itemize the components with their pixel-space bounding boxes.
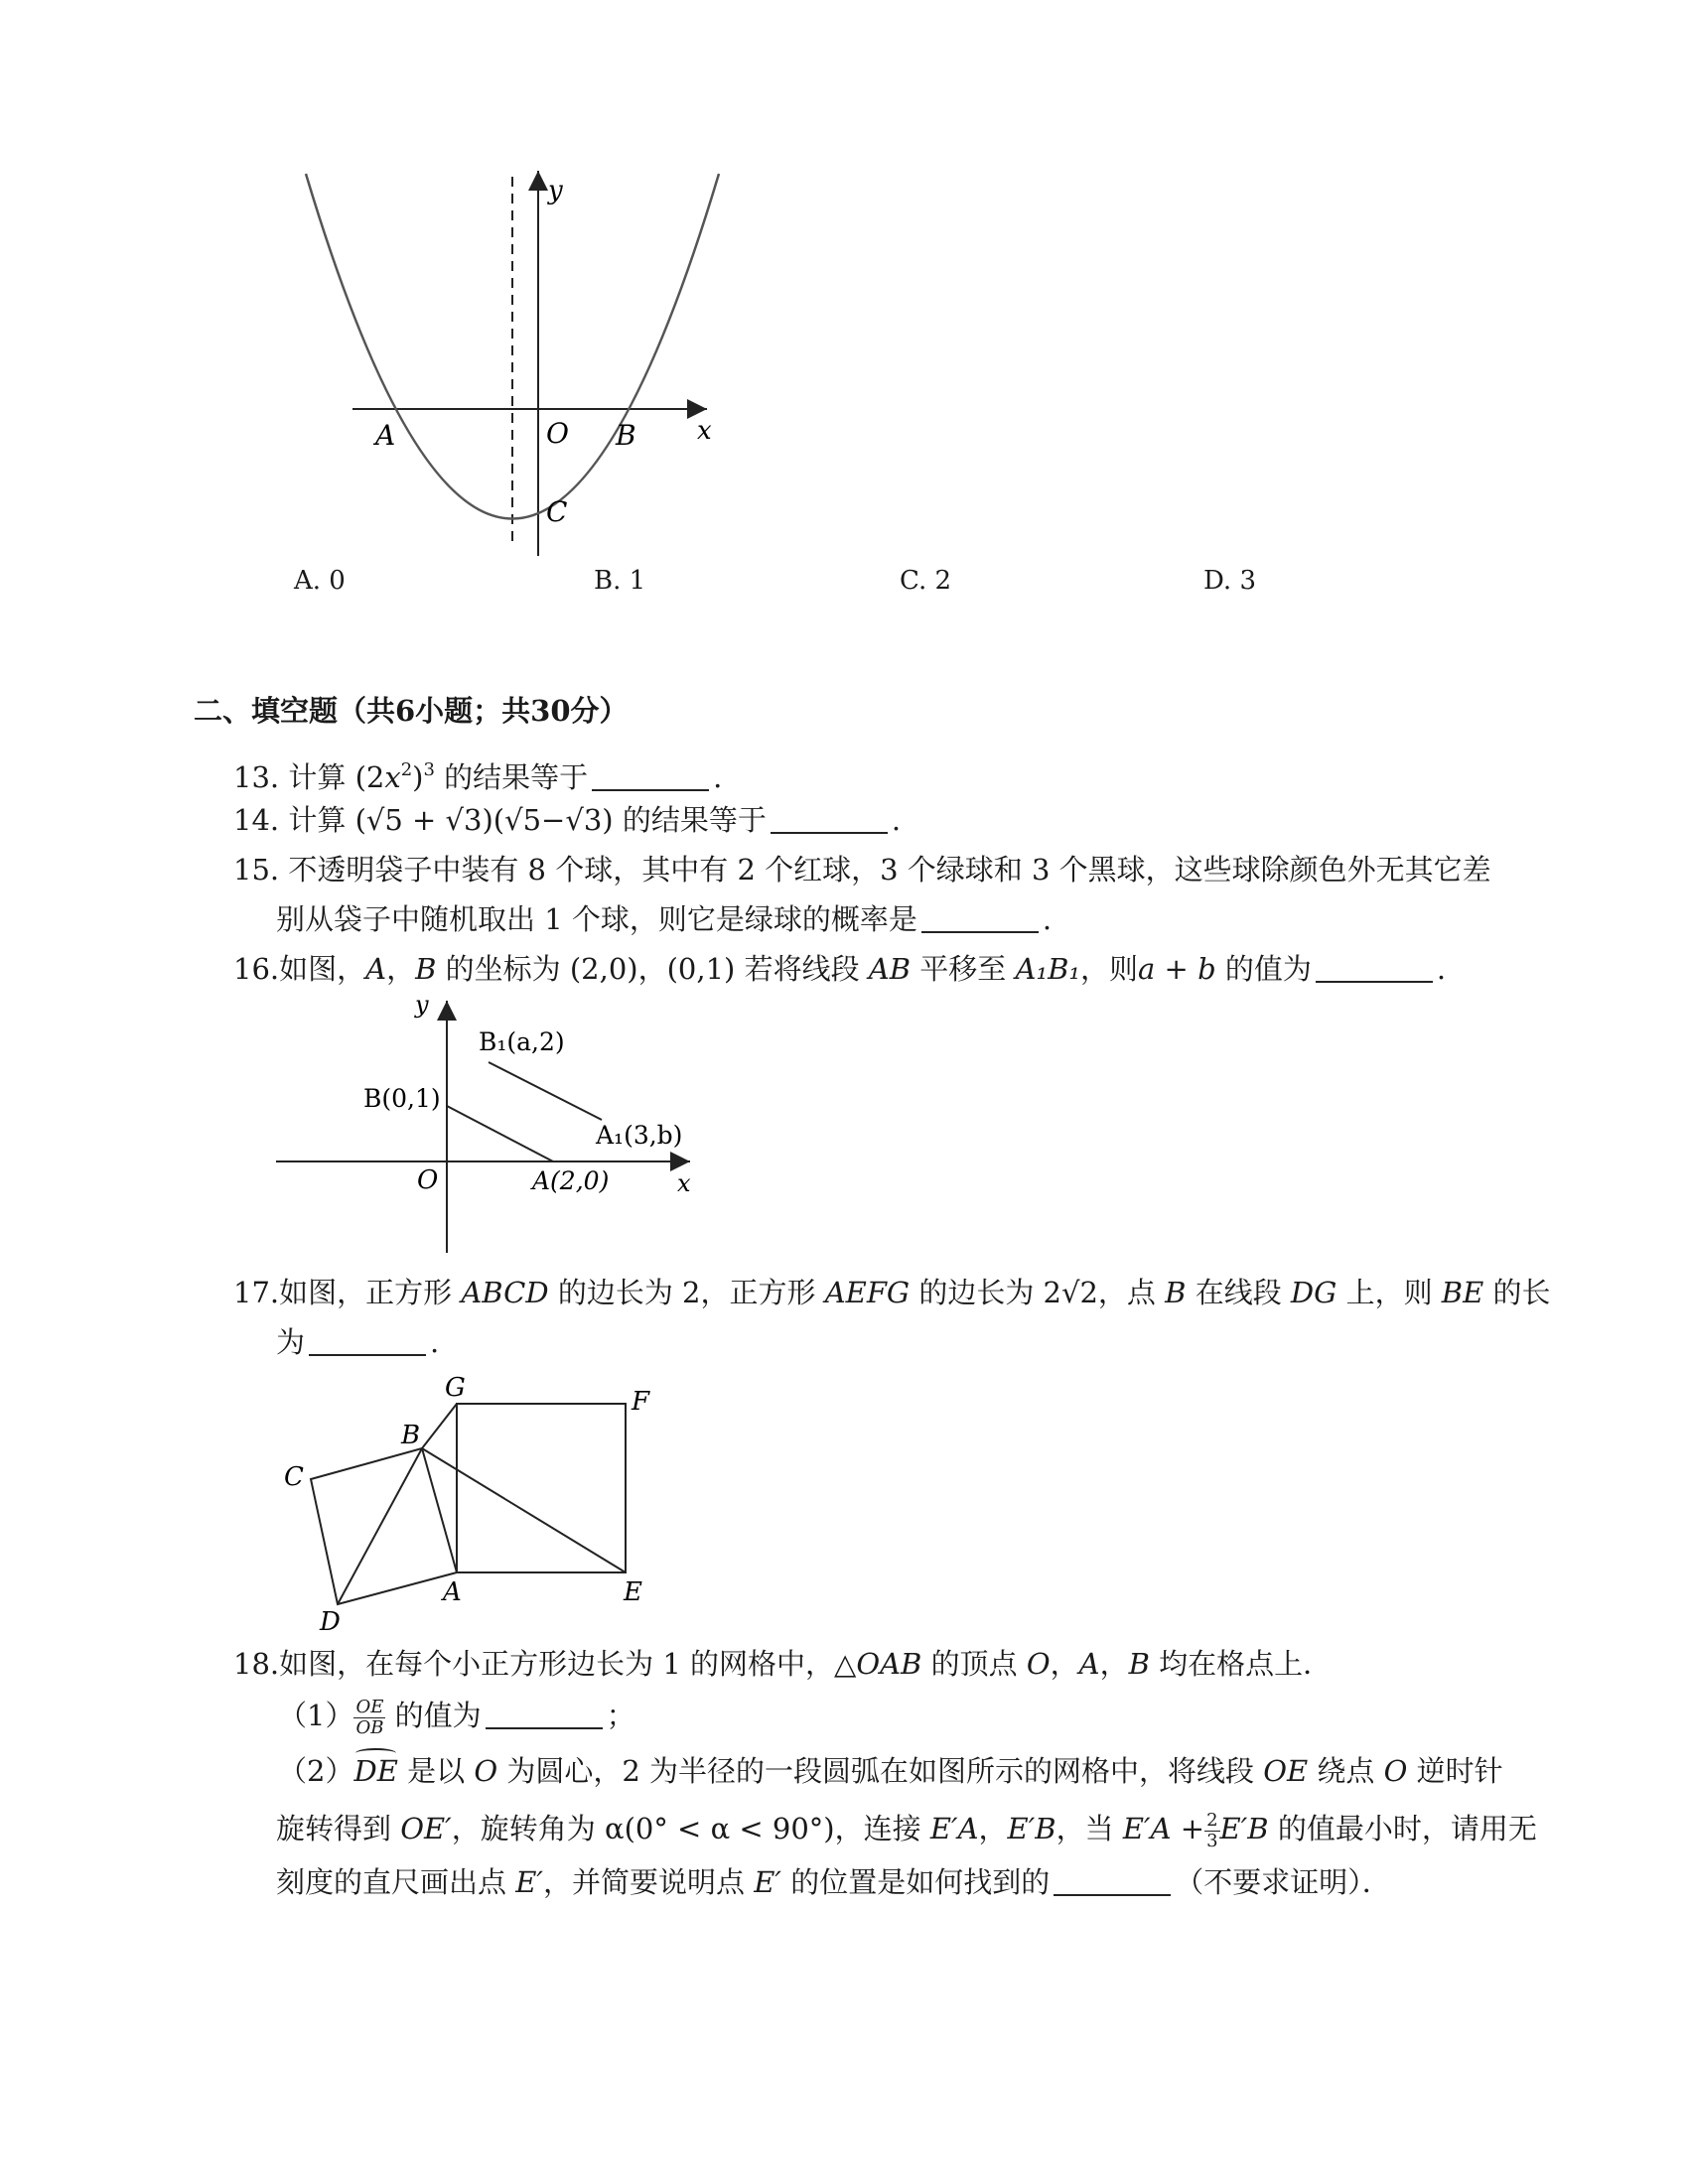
fraction-two-thirds: $\frac{2}{3}$ (1206, 1809, 1218, 1851)
label-B: B (401, 1421, 421, 1450)
q14-pre: 计算 (288, 803, 347, 837)
question-18-part2-line3: 刻度的直尺画出点 E′，并简要说明点 E′ 的位置是如何找到的 （不要求证明）． (276, 1865, 1391, 1899)
label-O: O (546, 417, 569, 450)
q14-number: 14. (233, 803, 280, 837)
label-A: A(2,0) (532, 1166, 610, 1195)
q17-number: 17. (233, 1276, 280, 1309)
square-ABCD (311, 1448, 457, 1604)
fraction-oe-ob: $\frac{OE}{OB}$ (355, 1696, 384, 1738)
question-18: 18.如图，在每个小正方形边长为 1 的网格中，△OAB 的顶点 O，A，B 均在格点上． (233, 1647, 1333, 1681)
label-D: D (320, 1607, 341, 1637)
q16-number: 16. (233, 952, 280, 986)
option-b: B. 1 (594, 566, 646, 596)
translation-figure (268, 993, 715, 1271)
label-B1: B₁(a,2) (479, 1027, 565, 1056)
label-B: B(0,1) (363, 1084, 441, 1113)
q18-part2-answer-blank (1054, 1864, 1171, 1896)
label-x: x (697, 416, 712, 446)
label-A: A (443, 1577, 462, 1607)
q14-answer-blank (771, 802, 888, 834)
q13-pre: 计算 (288, 760, 347, 794)
segment-A1B1 (489, 1062, 602, 1120)
q13-post: 的结果等于 (444, 760, 589, 794)
label-E: E (624, 1577, 642, 1607)
option-a: A. 0 (294, 566, 346, 596)
question-14: 14. 计算 (√5 + √3)(√5−√3) 的结果等于 . (233, 803, 902, 837)
q15-answer-blank (921, 901, 1039, 933)
label-O: O (417, 1165, 439, 1195)
squares-figure (278, 1362, 675, 1640)
question-17-line2: 为 . (276, 1325, 440, 1359)
option-d: D. 3 (1203, 566, 1256, 596)
label-x: x (677, 1169, 691, 1197)
question-18-part2-line1: （2）DE 是以 O 为圆心，2 为半径的一段圆弧在如图所示的网格中，将线段 OE 绕点 O 逆时针 (278, 1751, 1503, 1791)
label-C: C (546, 495, 568, 528)
option-c: C. 2 (900, 566, 952, 596)
question-15-line2: 别从袋子中随机取出 1 个球，则它是绿球的概率是 . (276, 902, 1053, 936)
square-AEFG (457, 1404, 626, 1572)
question-13: 13. 计算 $(2x^2)^3$ 的结果等于 . (233, 759, 723, 794)
question-15 (233, 850, 1491, 889)
parabola-figure (278, 149, 735, 566)
q18-part1-answer-blank (486, 1698, 603, 1729)
q16-answer-blank (1316, 951, 1433, 983)
q15-number: 15. (233, 853, 280, 887)
q14-expr: (√5 + √3)(√5−√3) (354, 803, 614, 837)
label-A: A (375, 419, 396, 452)
q13-expr: $(2x^2)^3$ (354, 759, 435, 794)
q13-answer-blank (592, 759, 709, 791)
segment-AB (447, 1106, 553, 1161)
label-F: F (632, 1387, 650, 1417)
question-18-part2-line2: 旋转得到 OE′，旋转角为 α(0° < α < 90°)，连接 E′A，E′B，当 E′A + $\frac{2}{3}$ E′B 的值最小时，请用无 (276, 1809, 1537, 1851)
question-17: 17.如图，正方形 ABCD 的边长为 2，正方形 AEFG 的边长为 2√2，点 B 在线段 DG 上，则 BE 的长 (233, 1276, 1551, 1309)
q14-post: 的结果等于 (622, 803, 767, 837)
q13-number: 13. (233, 760, 280, 794)
arc-DE: DE (353, 1751, 397, 1791)
question-18-part1: （1） $\frac{OE}{OB}$ 的值为 ； (278, 1696, 635, 1738)
section-title: 二、填空题（共6小题；共30分） (194, 694, 629, 728)
label-B: B (616, 419, 636, 452)
label-y: y (415, 993, 429, 1019)
q15-line1: 不透明袋子中装有 8 个球，其中有 2 个红球，3 个绿球和 3 个黑球，这些球除颜色外无其它差 (288, 853, 1491, 887)
segment-BG (422, 1404, 457, 1448)
label-A1: A₁(3,b) (596, 1121, 683, 1150)
label-G: G (445, 1373, 466, 1403)
segment-BD (338, 1448, 422, 1604)
q17-answer-blank (309, 1324, 426, 1356)
label-C: C (284, 1462, 304, 1492)
q18-number: 18. (233, 1647, 280, 1681)
label-y: y (548, 176, 563, 205)
question-16: 16.如图，A，B 的坐标为 (2,0)，(0,1) 若将线段 AB 平移至 A₁B₁，则a + b 的值为 . (233, 952, 1447, 986)
